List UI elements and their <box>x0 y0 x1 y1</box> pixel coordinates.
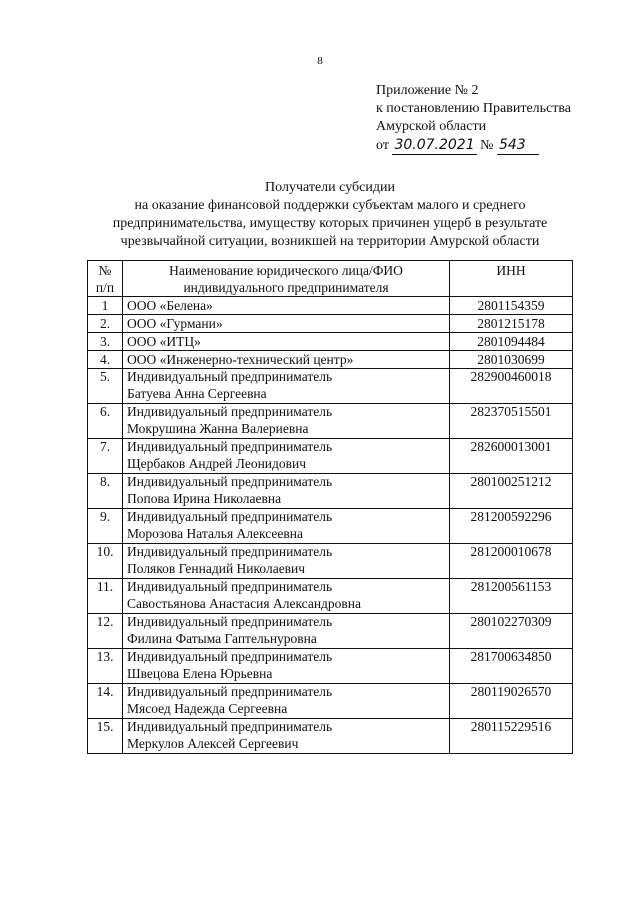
row-name-line-1: Индивидуальный предприниматель <box>127 719 333 734</box>
table-row <box>88 509 573 544</box>
row-name-line-2: Поляков Геннадий Николаевич <box>127 560 306 576</box>
row-name-line-2: Батуева Анна Сергеевна <box>127 385 267 401</box>
row-name-line-2: Щербаков Андрей Леонидович <box>127 455 307 471</box>
row-name-line-1: Индивидуальный предприниматель <box>127 369 333 384</box>
table-row <box>88 684 573 719</box>
table-row <box>88 333 573 351</box>
row-num: 10. <box>88 544 123 579</box>
title-line-2: на оказание финансовой поддержки субъектам малого и среднего <box>134 198 526 213</box>
row-name <box>123 439 450 474</box>
appendix-line-1: Приложение № 2 <box>376 83 479 98</box>
row-inn: 280115229516 <box>450 719 573 754</box>
row-num: 15. <box>88 719 123 754</box>
row-name <box>123 404 450 439</box>
table-row <box>88 351 573 369</box>
table-row <box>88 614 573 649</box>
table-row <box>88 649 573 684</box>
table-row <box>88 315 573 333</box>
table-row <box>88 719 573 754</box>
row-inn: 2801215178 <box>450 315 573 333</box>
table-row <box>88 474 573 509</box>
row-inn: 280100251212 <box>450 474 573 509</box>
row-name-line-1: Индивидуальный предприниматель <box>127 649 333 664</box>
row-name <box>123 649 450 684</box>
row-inn: 281200010678 <box>450 544 573 579</box>
appendix-line-2: к постановлению Правительства <box>376 101 572 116</box>
row-name-line-1: Индивидуальный предприниматель <box>127 614 333 629</box>
row-inn: 282370515501 <box>450 404 573 439</box>
row-name-line-1: Индивидуальный предприниматель <box>127 544 333 559</box>
row-inn: 281200561153 <box>450 579 573 614</box>
document-title <box>70 179 590 251</box>
row-num: 12. <box>88 614 123 649</box>
row-name-line-1: Индивидуальный предприниматель <box>127 404 333 419</box>
row-num: 6. <box>88 404 123 439</box>
row-num: 4. <box>88 351 123 369</box>
row-name-line-1: Индивидуальный предприниматель <box>127 684 333 699</box>
row-name <box>123 614 450 649</box>
row-inn: 281700634850 <box>450 649 573 684</box>
row-name-line-2: Филина Фатыма Гаптельнуровна <box>127 630 317 646</box>
row-name: ООО «Гурмани» <box>123 315 450 333</box>
row-num: 8. <box>88 474 123 509</box>
title-line-4: чрезвычайной ситуации, возникшей на территории Амурской области <box>120 234 540 249</box>
row-inn: 2801030699 <box>450 351 573 369</box>
title-line-1: Получатели субсидии <box>265 180 395 195</box>
row-name-line-2: Швецова Елена Юрьевна <box>127 665 273 681</box>
row-name-line-2: Савостьянова Анастасия Александровна <box>127 595 362 611</box>
row-name-line-2: Морозова Наталья Алексеевна <box>127 525 303 541</box>
appendix-line-3: Амурской области <box>376 119 487 134</box>
row-name: ООО «Инженерно-технический центр» <box>123 351 450 369</box>
recipients-table <box>87 260 573 754</box>
row-num: 14. <box>88 684 123 719</box>
appendix-signature-line <box>376 136 571 155</box>
row-name <box>123 544 450 579</box>
header-name: Наименование юридического лица/ФИО индивидуального предпринимателя <box>123 261 450 297</box>
row-num: 5. <box>88 369 123 404</box>
page-number: 8 <box>317 55 323 67</box>
row-inn: 2801094484 <box>450 333 573 351</box>
row-inn: 280119026570 <box>450 684 573 719</box>
header-inn: ИНН <box>450 261 573 297</box>
row-num: 2. <box>88 315 123 333</box>
row-inn: 281200592296 <box>450 509 573 544</box>
table-row <box>88 297 573 315</box>
row-name-line-1: Индивидуальный предприниматель <box>127 439 333 454</box>
row-name: ООО «Белена» <box>123 297 450 315</box>
row-name-line-1: Индивидуальный предприниматель <box>127 509 333 524</box>
row-name <box>123 579 450 614</box>
row-num: 7. <box>88 439 123 474</box>
row-name <box>123 474 450 509</box>
row-num: 11. <box>88 579 123 614</box>
row-name <box>123 719 450 754</box>
handwritten-date: 30.07.2021 <box>394 137 475 153</box>
from-label: от <box>376 138 389 153</box>
appendix-header <box>376 82 571 155</box>
row-name <box>123 684 450 719</box>
row-name-line-2: Меркулов Алексей Сергеевич <box>127 735 299 751</box>
row-num: 13. <box>88 649 123 684</box>
row-name <box>123 509 450 544</box>
row-num: 1 <box>88 297 123 315</box>
table-row <box>88 579 573 614</box>
row-name: ООО «ИТЦ» <box>123 333 450 351</box>
table-row <box>88 439 573 474</box>
handwritten-number: 543 <box>497 136 539 155</box>
row-inn: 282900460018 <box>450 369 573 404</box>
table-row <box>88 404 573 439</box>
table-header-row <box>88 261 573 297</box>
row-name-line-2: Попова Ирина Николаевна <box>127 490 282 506</box>
number-label: № <box>480 138 494 153</box>
row-name <box>123 369 450 404</box>
row-name-line-1: Индивидуальный предприниматель <box>127 474 333 489</box>
row-name-line-2: Мясоед Надежда Сергеевна <box>127 700 288 716</box>
table-row <box>88 369 573 404</box>
row-inn: 2801154359 <box>450 297 573 315</box>
row-name-line-1: Индивидуальный предприниматель <box>127 579 333 594</box>
row-num: 3. <box>88 333 123 351</box>
title-line-3: предпринимательства, имуществу которых причинен ущерб в результате <box>112 216 548 231</box>
table-row <box>88 544 573 579</box>
row-name-line-2: Мокрушина Жанна Валериевна <box>127 420 309 436</box>
row-inn: 280102270309 <box>450 614 573 649</box>
header-num: № п/п <box>88 261 123 297</box>
row-inn: 282600013001 <box>450 439 573 474</box>
row-num: 9. <box>88 509 123 544</box>
